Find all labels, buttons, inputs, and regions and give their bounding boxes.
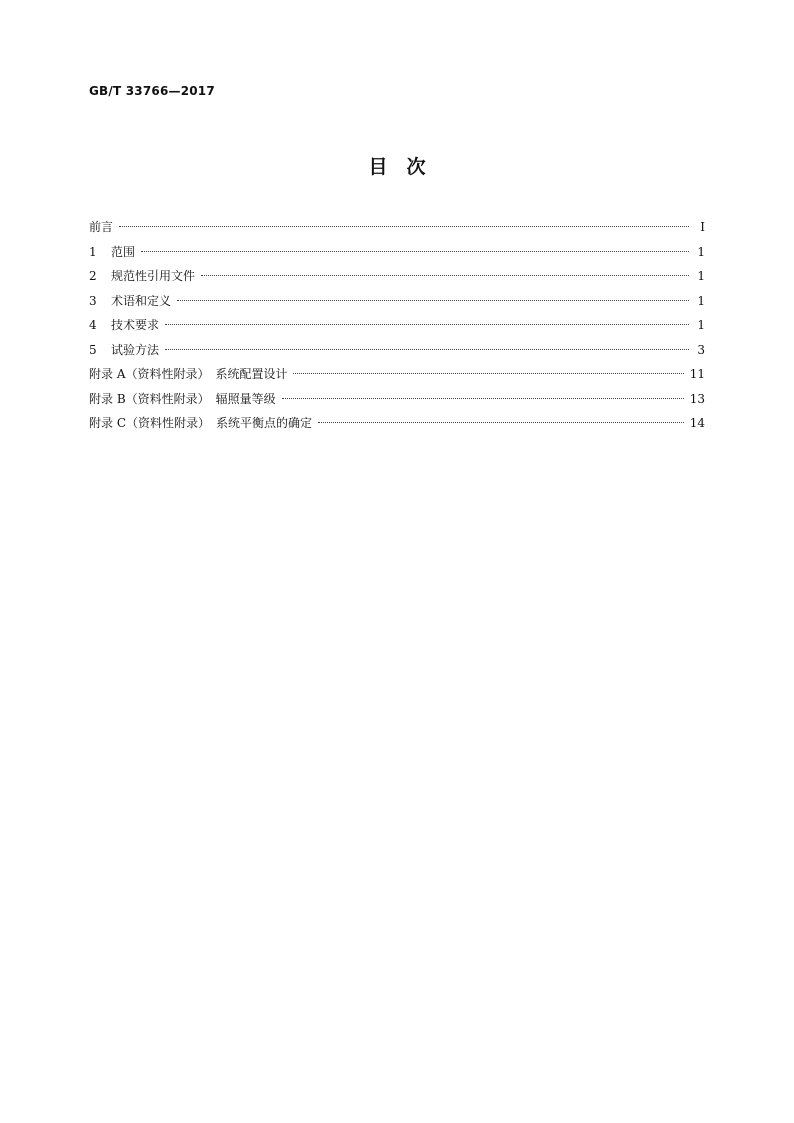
toc-leader-dots <box>282 398 684 399</box>
toc-entry-page: 1 <box>697 318 705 332</box>
toc-leader-dots <box>177 300 689 301</box>
toc-leader-dots <box>119 226 689 227</box>
toc-entry-label: 技术要求 <box>111 318 160 332</box>
toc-entry-page: 1 <box>697 244 705 259</box>
toc-entry-page: 13 <box>689 391 705 406</box>
toc-entry-label: 附录 A（资料性附录） 系统配置设计 <box>89 367 288 381</box>
toc-entry-label: 规范性引用文件 <box>111 269 196 283</box>
table-of-contents <box>89 215 705 436</box>
toc-entry-annex-a[interactable] <box>89 362 705 387</box>
toc-entry-scope[interactable] <box>89 240 705 265</box>
toc-leader-dots <box>165 349 689 350</box>
toc-entry-normative-references[interactable] <box>89 264 705 289</box>
toc-leader-dots <box>165 324 689 325</box>
toc-entry-page: 3 <box>697 342 705 357</box>
toc-leader-dots <box>141 251 689 252</box>
toc-entry-page: 1 <box>697 293 705 308</box>
toc-entry-label: 术语和定义 <box>111 293 172 308</box>
toc-entry-page: 14 <box>689 416 705 430</box>
toc-entry-label: 附录 C（资料性附录） 系统平衡点的确定 <box>89 416 312 430</box>
page-title: 目 次 <box>368 156 426 178</box>
toc-entry-label: 范围 <box>111 244 136 259</box>
toc-entry-number: 4 <box>89 318 97 332</box>
toc-entry-number: 5 <box>89 342 97 357</box>
toc-entry-page: I <box>700 220 705 234</box>
toc-entry-label: 前言 <box>89 220 114 234</box>
toc-entry-page: 1 <box>697 269 705 283</box>
standard-code: GB/T 33766—2017 <box>89 84 215 98</box>
toc-entry-annex-c[interactable] <box>89 411 705 436</box>
toc-entry-number: 3 <box>89 293 97 308</box>
toc-entry-number: 1 <box>89 244 97 259</box>
toc-entry-label: 试验方法 <box>111 342 160 357</box>
toc-entry-test-methods[interactable] <box>89 338 705 363</box>
toc-leader-dots <box>293 373 683 374</box>
toc-entry-foreword[interactable] <box>89 215 705 240</box>
toc-entry-number: 2 <box>89 269 97 283</box>
toc-entry-terms-definitions[interactable] <box>89 289 705 314</box>
toc-entry-page: 11 <box>689 367 705 381</box>
toc-leader-dots <box>318 422 684 423</box>
toc-leader-dots <box>201 275 689 276</box>
toc-entry-label: 附录 B（资料性附录） 辐照量等级 <box>89 391 276 406</box>
toc-entry-technical-requirements[interactable] <box>89 313 705 338</box>
toc-entry-annex-b[interactable] <box>89 387 705 412</box>
